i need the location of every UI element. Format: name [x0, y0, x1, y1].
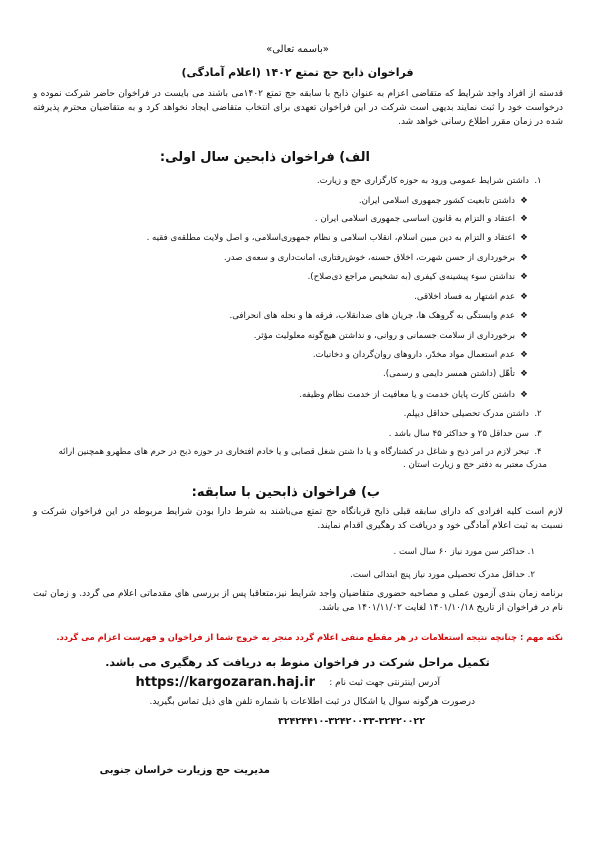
list-item-text: اعتقاد و التزام به قانون اساسی جمهوری اسلامی ایران .	[314, 214, 515, 224]
section-a-item	[53, 330, 533, 343]
list-marker: ❖	[520, 272, 528, 282]
section-b-heading: ب) فراخوان ذابحین با سابقه:	[191, 485, 380, 500]
section-a-item	[53, 252, 533, 265]
list-marker: ❖	[520, 390, 528, 400]
signature-office: مدیریت حج وزیارت خراسان جنوبی	[99, 765, 270, 776]
tracking-code-heading: تکمیل مراحل شرکت در فراخوان منوط به دریافت کد رهگیری می باشد.	[105, 656, 490, 669]
list-item-text: داشتن تابعیت کشور جمهوری اسلامی ایران.	[358, 196, 515, 206]
list-item-text: حداقل مدرک تحصیلی مورد نیاز پنچ ابتدائی است.	[350, 570, 525, 580]
list-marker: ❖	[520, 292, 528, 302]
list-item-text: تبحر لازم در امر ذبح و شاغل در کشتارگاه و یا دا شتن شغل قصابی و یا خادم افتخاری در حوزه ذبح در حرم های مطهرو همچنین ارائه مدرک معتبر به دفتر حج و زیارت استان .	[58, 447, 547, 470]
schedule-paragraph: برنامه زمان بندی آزمون عملی و مصاحبه حضوری متقاضیان واجد شرایط نیز،متعاقبا پس از بررسی های مقدماتی اعلام می گردد. و زمان ثبت نام در فراخوان از تاریخ ۱۴۰۱/۱۰/۱۸ لغایت ۱۴۰۱/۱۱/۰۲ می باشد.	[33, 589, 563, 613]
section-a-heading: الف) فراخوان ذابحین سال اولی:	[159, 150, 370, 165]
section-a-item	[67, 175, 547, 188]
document-title: فراخوان ذابح حج تمتع ۱۴۰۲ (اعلام آمادگی)	[181, 66, 414, 79]
section-a-item	[42, 446, 547, 472]
list-item-text: داشتن مدرک تحصیلی حداقل دیپلم.	[403, 409, 529, 419]
intro-paragraph: قدسته از افراد واجد شرایط که متقاضی اعزام به عنوان ذابح با سابقه حج تمتع ۱۴۰۲می باشند می بایست در فراخوان حاضر شرکت نموده و درخواست خود را ثبت نمایند بدیهی است شرکت در این فراخوان تعهدی برای انتخاب متقاضی ایجاد نخواهد کرد و به متقاضیان محترم پذیرفته شده در زمان مقرر اطلاع رسانی خواهد شد.	[33, 89, 563, 127]
registration-link[interactable]: https://kargozaran.haj.ir	[135, 675, 315, 690]
bismillah-heading: «باسمه تعالی»	[266, 44, 329, 55]
list-marker: ❖	[520, 253, 528, 263]
section-a-item	[53, 195, 533, 208]
list-marker: ❖	[520, 350, 528, 360]
address-label: آدرس اینترنتی جهت ثبت نام :	[329, 678, 440, 688]
section-b-item	[394, 547, 535, 557]
section-a-item	[53, 310, 533, 323]
list-marker: ❖	[520, 311, 528, 321]
list-marker: ❖	[520, 196, 528, 206]
important-note: نکته مهم : چنانچه نتیجه استعلامات در هر مقطع منفی اعلام گردد منجر به خروج شما از فراخوان و فهرست اعزام می گردد.	[56, 632, 563, 642]
section-a-item	[53, 271, 533, 284]
section-a-item	[53, 213, 533, 226]
list-item-text: سن حداقل ۲۵ و حداکثر ۴۵ سال باشد .	[388, 429, 529, 439]
section-a-item	[53, 232, 533, 245]
list-marker: ❖	[520, 369, 528, 379]
list-item-text: عدم استعمال مواد مخدّر، داروهای روان‌گردان و دخانیات.	[312, 350, 515, 360]
list-item-text: داشتن کارت پایان خدمت و یا معافیت از خدمت نظام وظیفه.	[299, 390, 515, 400]
section-a-item	[53, 368, 533, 381]
section-b-intro: لازم است کلیه افرادی که دارای سابقه قبلی ذابح قربانگاه حج تمتع می‌باشند به شرط دارا بودن شرایط مربوطه در این فراخوان شرکت و نسبت به ثبت اعلام آمادگی خود و دریافت کد رهگیری اقدام نمایند.	[33, 507, 563, 531]
list-item-text: برخورداری از حسن شهرت، اخلاق حسنه، خوش‌رفتاری، امانت‌داری و سعه‌ی صدر.	[223, 253, 515, 263]
list-marker: ۴.	[534, 447, 542, 457]
list-item-text: برخورداری از سلامت جسمانی و روانی، و نداشتن هیچ‌گونه معلولیت مؤثر.	[253, 331, 515, 341]
list-marker: ❖	[520, 233, 528, 243]
section-a-item	[67, 408, 547, 421]
list-item-text: نداشتن سوء پیشینه‌ی کیفری (به تشخیص مراجع ذی‌صلاح).	[307, 272, 515, 282]
section-b-item	[350, 570, 535, 580]
list-marker: ۱.	[534, 176, 542, 186]
phone-numbers: ۳۲۴۲۴۴۱۰-۳۲۴۲۰۰۳۳-۳۲۴۲۰۰۲۲	[277, 716, 425, 727]
list-item-text: تأهّل (داشتن همسر دایمی و رسمی).	[383, 369, 515, 379]
list-marker: ۱.	[527, 547, 535, 557]
list-marker: ❖	[520, 331, 528, 341]
list-marker: ۳.	[534, 429, 542, 439]
section-a-item	[53, 389, 533, 402]
contact-info-text: درصورت هرگونه سوال یا اشکال در ثبت اطلاعات با شماره تلفن های ذیل تماس بگیرید.	[149, 697, 475, 707]
list-marker: ❖	[520, 214, 528, 224]
list-item-text: حداکثر سن مورد نیاز ۶۰ سال است .	[393, 547, 525, 557]
list-marker: ۲.	[534, 409, 542, 419]
section-a-item	[53, 349, 533, 362]
list-marker: ۲.	[527, 570, 535, 580]
list-item-text: عدم وابستگی به گروهک ها، جریان های ضدانقلاب، فرقه ها و نحله های انحرافی.	[229, 311, 515, 321]
section-a-item	[53, 291, 533, 304]
section-a-item	[67, 428, 547, 441]
list-item-text: عدم اشتهار به فساد اخلاقی.	[414, 292, 515, 302]
list-item-text: داشتن شرایط عمومی ورود به حوزه کارگزاری حج و زیارت.	[316, 176, 529, 186]
list-item-text: اعتقاد و التزام به دین مبین اسلام، انقلاب اسلامی و نظام جمهوری‌اسلامی، و اصل ولایت مطلقه‌ی فقیه .	[146, 233, 515, 243]
